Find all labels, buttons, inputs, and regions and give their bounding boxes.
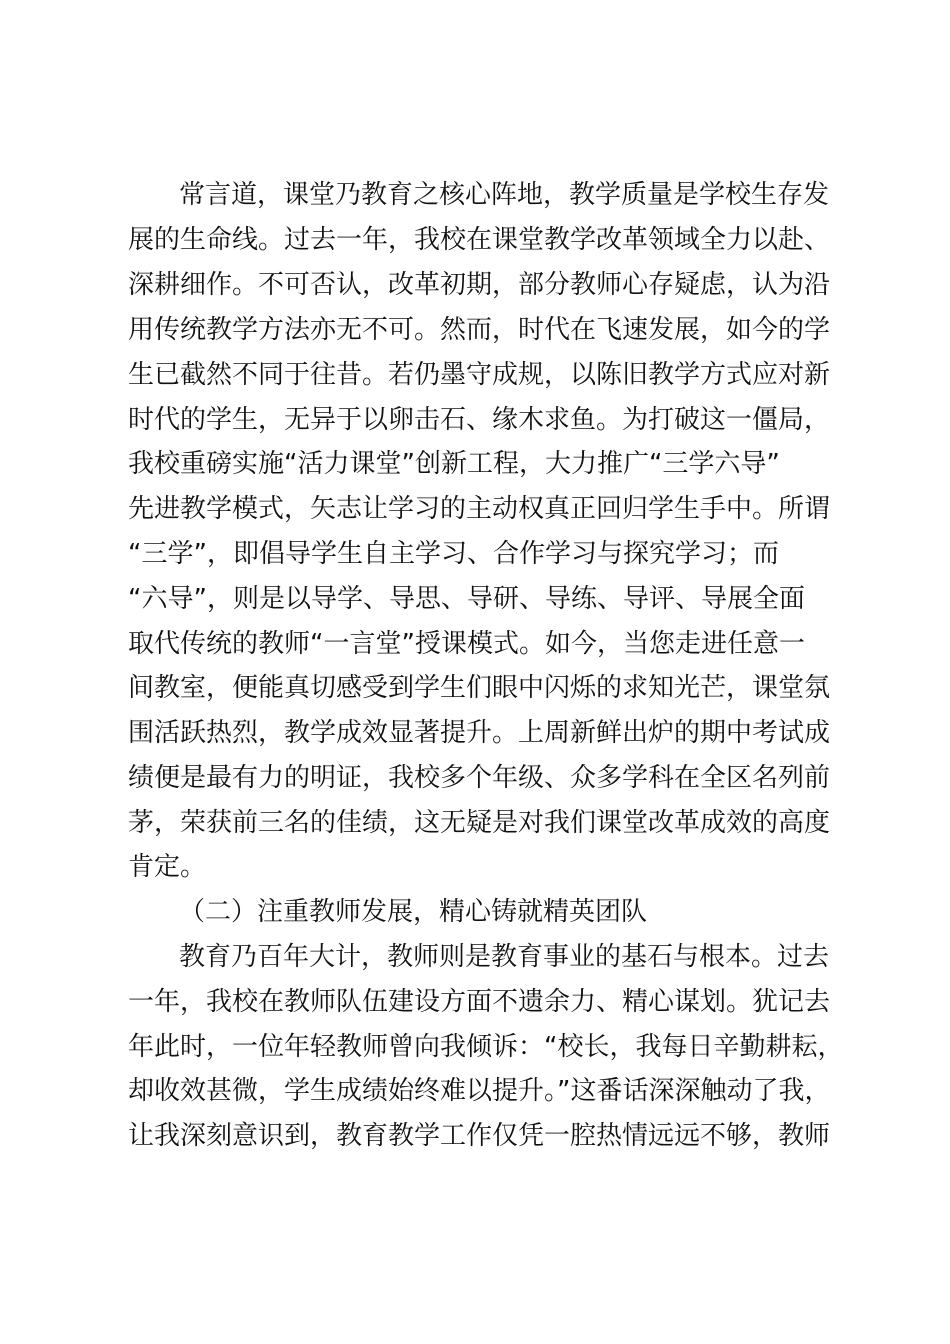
paragraph-line: 时代的学生，无异于以卵击石、缘木求鱼。为打破这一僵局， [128, 405, 831, 435]
paragraph-line: 绩便是最有力的明证，我校多个年级、众多学科在全区名列前 [128, 763, 831, 793]
paragraph-line: 围活跃热烈，教学成效显著提升。上周新鲜出炉的期中考试成 [128, 718, 831, 748]
paragraph-line: 茅，荣获前三名的佳绩，这无疑是对我们课堂改革成效的高度 [128, 808, 831, 838]
paragraph-line: 用传统教学方法亦无不可。然而，时代在飞速发展，如今的学 [128, 315, 831, 345]
paragraph-line: 间教室，便能真切感受到学生们眼中闪烁的求知光芒，课堂氛 [128, 673, 831, 703]
paragraph-line: 取代传统的教师“一言堂”授课模式。如今，当您走进任意一 [128, 629, 805, 659]
paragraph-line: 让我深刻意识到，教育教学工作仅凭一腔热情远远不够，教师 [128, 1121, 831, 1151]
paragraph-line: “六导”，则是以导学、导思、导研、导练、导评、导展全面 [128, 584, 805, 614]
paragraph-line: 我校重磅实施“活力课堂”创新工程，大力推广“三学六导” [128, 449, 780, 479]
paragraph-line: 展的生命线。过去一年，我校在课堂教学改革领域全力以赴、 [128, 225, 831, 255]
paragraph-line: 年此时，一位年轻教师曾向我倾诉：“校长，我每日辛勤耕耘， [128, 1032, 844, 1062]
section-heading: （二）注重教师发展，精心铸就精英团队 [179, 897, 648, 927]
paragraph-line: “三学”，即倡导学生自主学习、合作学习与探究学习；而 [128, 539, 779, 569]
paragraph-line: 深耕细作。不可否认，改革初期，部分教师心存疑虑，认为沿 [128, 270, 831, 300]
paragraph-line: 生已截然不同于往昔。若仍墨守成规，以陈旧教学方式应对新 [128, 360, 831, 390]
paragraph-line: 肯定。 [128, 852, 207, 882]
paragraph-line: 却收效甚微，学生成绩始终难以提升。”这番话深深触动了我， [128, 1076, 831, 1106]
paragraph-line: 常言道，课堂乃教育之核心阵地，教学质量是学校生存发 [179, 180, 830, 210]
paragraph-line: 教育乃百年大计，教师则是教育事业的基石与根本。过去 [179, 942, 830, 972]
paragraph-line: 一年，我校在教师队伍建设方面不遗余力、精心谋划。犹记去 [128, 987, 831, 1017]
paragraph-line: 先进教学模式，矢志让学习的主动权真正回归学生手中。所谓 [128, 494, 831, 524]
